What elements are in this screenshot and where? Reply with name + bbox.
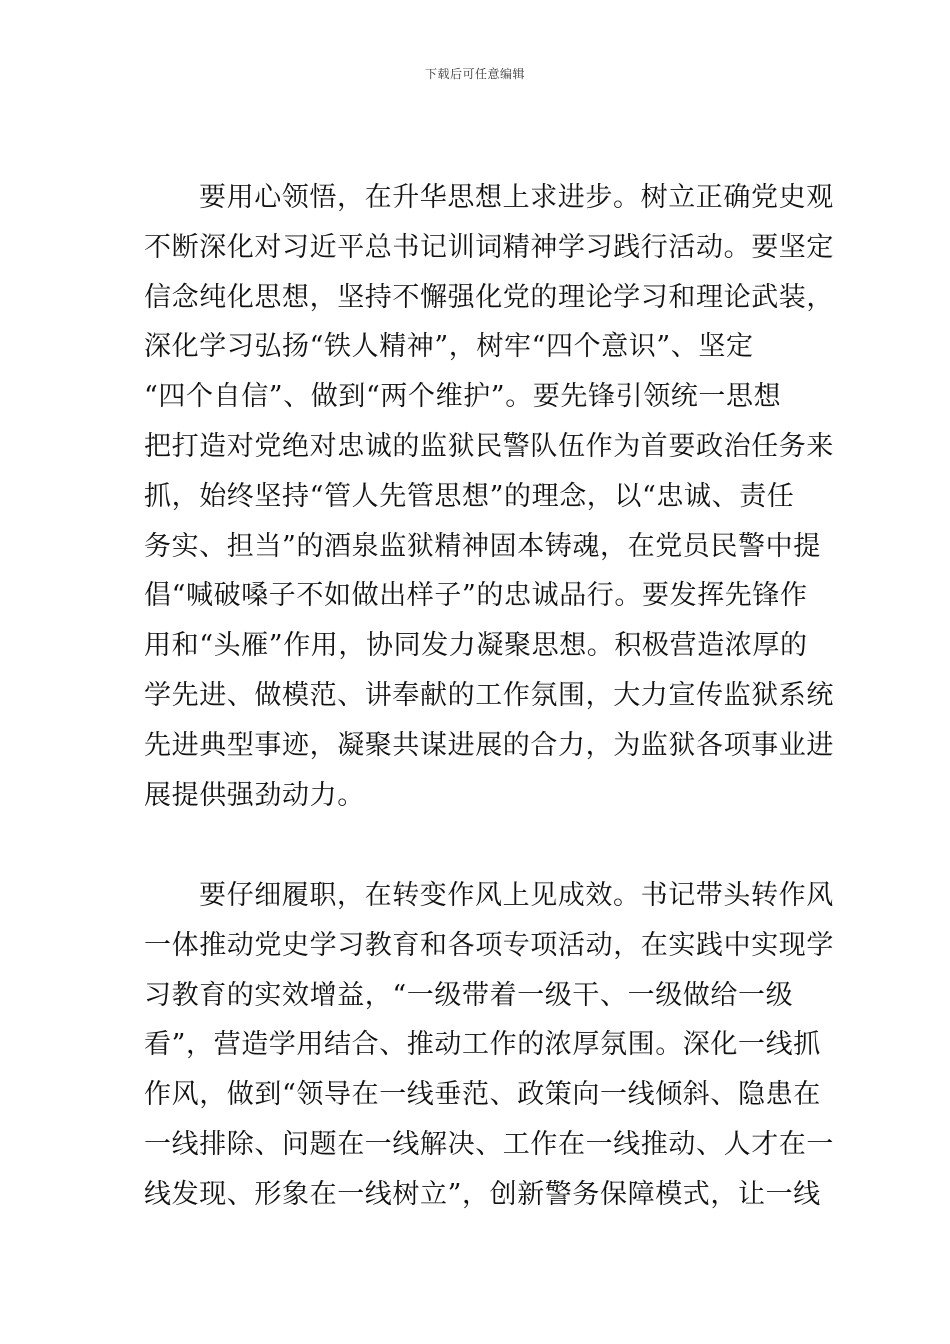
text-line: 习教育的实效增益，“一级带着一级干、一级做给一级: [144, 979, 794, 1011]
text-line: 务实、担当”的酒泉监狱精神固本铸魂，在党员民警中提: [144, 530, 821, 562]
text-line: 一线排除、问题在一线解决、工作在一线推动、人才在一: [144, 1128, 834, 1160]
text-line: 看”，营造学用结合、推动工作的浓厚氛围。深化一线抓: [144, 1029, 821, 1061]
text-line: 把打造对党绝对忠诚的监狱民警队伍作为首要政治任务来: [144, 430, 834, 462]
text-line: 要用心领悟，在升华思想上求进步。树立正确党史观: [199, 182, 834, 213]
text-line: “四个自信”、做到“两个维护”。要先锋引领统一思想: [144, 381, 782, 413]
page-header-note: 下载后可任意编辑: [424, 67, 525, 81]
text-line: 要仔细履职，在转变作风上见成效。书记带头转作风: [199, 880, 834, 911]
paragraph-1-text: [144, 173, 834, 820]
paragraph-2-text: [144, 871, 834, 1220]
text-line: 先进典型事迹，凝聚共谋进展的合力，为监狱各项事业进: [144, 729, 834, 761]
text-line: 倡“喊破嗓子不如做出样子”的忠诚品行。要发挥先锋作: [144, 580, 808, 612]
text-line: 抓，始终坚持“管人先管思想”的理念，以“忠诚、责任: [144, 480, 795, 512]
paragraph-2: [144, 871, 834, 1220]
text-line: 学先进、做模范、讲奉献的工作氛围，大力宣传监狱系统: [144, 679, 834, 711]
text-line: 深化学习弘扬“铁人精神”，树牢“四个意识”、坚定: [144, 331, 754, 363]
text-line: 线发现、形象在一线树立”，创新警务保障模式，让一线: [144, 1178, 821, 1210]
text-line: 作风，做到“领导在一线垂范、政策向一线倾斜、隐患在: [144, 1079, 821, 1111]
paragraph-1: [144, 173, 834, 820]
text-line: 信念纯化思想，坚持不懈强化党的理论学习和理论武装，: [144, 281, 834, 313]
text-line: 用和“头雁”作用，协同发力凝聚思想。积极营造浓厚的: [144, 630, 808, 662]
text-line: 一体推动党史学习教育和各项专项活动，在实践中实现学: [144, 929, 834, 961]
text-line: 不断深化对习近平总书记训词精神学习践行活动。要坚定: [144, 231, 834, 263]
text-line: 展提供强劲动力。: [144, 779, 365, 811]
